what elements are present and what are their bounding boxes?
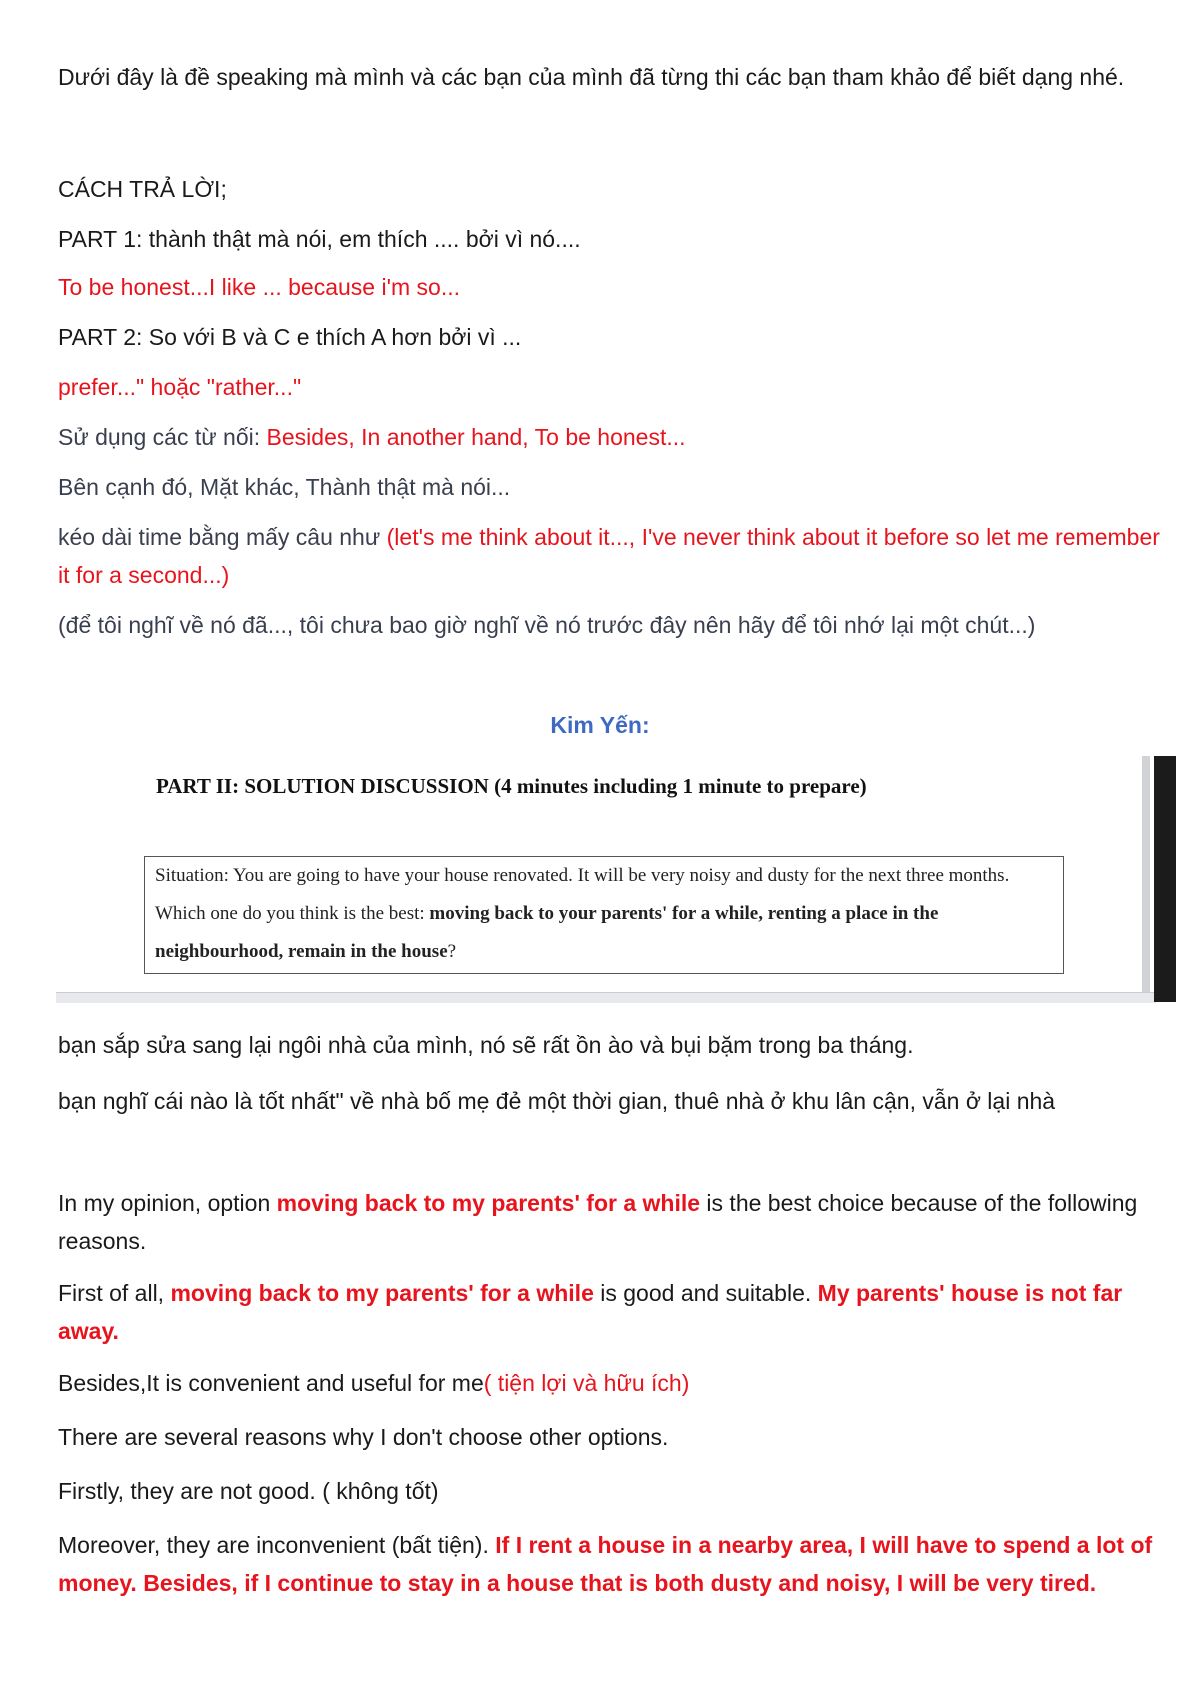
connectors-vietnamese: Bên cạnh đó, Mặt khác, Thành thật mà nói... [58,474,511,500]
stall-english: (let's me think about it..., I've never think about it before so let me remember it for a second...) [58,524,1160,588]
first-highlight-2: My parents' house is not far away. [58,1280,1123,1344]
situation-options: moving back to your parents' for a while, renting a place in the neighbourhood, remain in the house [155,903,939,962]
connectors-line [58,418,1168,456]
screenshot-bottom-bar [56,992,1156,1003]
stall-line [58,518,1168,594]
situation-text: Situation: You are going to have your house renovated. It will be very noisy and dusty for the next three months. Which one do you think is the best: [155,865,1010,924]
moreover-paragraph [58,1526,1168,1602]
translation-1: bạn sắp sửa sang lại ngôi nhà của mình, nó sẽ rất ồn ào và bụi bặm trong ba tháng. [58,1032,914,1058]
situation-end: ? [447,941,457,962]
how-to-heading: CÁCH TRẢ LỜI; [58,176,227,202]
connectors-label: Sử dụng các từ nối: [58,424,267,450]
translation-2: bạn nghĩ cái nào là tốt nhất" về nhà bố mẹ đẻ một thời gian, thuê nhà ở khu lân cận, vẫn ở lại nhà [58,1088,1056,1114]
part2-english: prefer..." hoặc "rather..." [58,374,302,400]
moreover-highlight: If I rent a house in a nearby area, I will have to spend a lot of money. Besides, if I continue to stay in a house that is both dusty and noisy, I will be very tired. [58,1532,1153,1596]
several-reasons: There are several reasons why I don't choose other options. [58,1424,669,1450]
opinion-text-c: is the best choice because of the following reasons. [58,1190,1138,1254]
besides-translation: ( tiện lợi và hữu ích) [483,1370,690,1396]
first-highlight: moving back to my parents' for a while [170,1280,594,1306]
opinion-paragraph [58,1184,1168,1260]
stall-label: kéo dài time bằng mấy câu như [58,524,387,550]
part2-vietnamese: PART 2: So với B và C e thích A hơn bởi vì ... [58,324,522,350]
besides-text: Besides,It is convenient and useful for me [58,1370,484,1396]
intro-paragraph: Dưới đây là đề speaking mà mình và các bạn của mình đã từng thi các bạn tham khảo để biết dạng nhé. [58,64,1125,90]
opinion-text-a: In my opinion, option [58,1190,277,1216]
first-text-a: First of all, [58,1280,171,1306]
stall-vietnamese: (để tôi nghĩ về nó đã..., tôi chưa bao giờ nghĩ về nó trước đây nên hãy để tôi nhớ lại một chút...) [58,612,1036,638]
first-paragraph [58,1274,1168,1350]
embedded-screenshot [56,756,1176,1002]
first-text-c: is good and suitable. [593,1280,818,1306]
part1-english: To be honest...I like ... because i'm so... [58,274,460,300]
besides-paragraph [58,1364,1168,1402]
connectors-words: Besides, In another hand, To be honest... [266,424,686,450]
moreover-text: Moreover, they are inconvenient (bất tiện). [58,1532,496,1558]
dark-side-bar [1154,756,1176,1002]
scrollbar-track [1142,756,1150,992]
screenshot-title: PART II: SOLUTION DISCUSSION (4 minutes including 1 minute to prepare) [156,774,867,798]
opinion-highlight: moving back to my parents' for a while [276,1190,701,1216]
situation-box [144,856,1064,974]
author-heading: Kim Yến: [550,712,650,738]
part1-vietnamese: PART 1: thành thật mà nói, em thích .... bởi vì nó.... [58,226,581,252]
firstly-paragraph: Firstly, they are not good. ( không tốt) [58,1478,439,1504]
